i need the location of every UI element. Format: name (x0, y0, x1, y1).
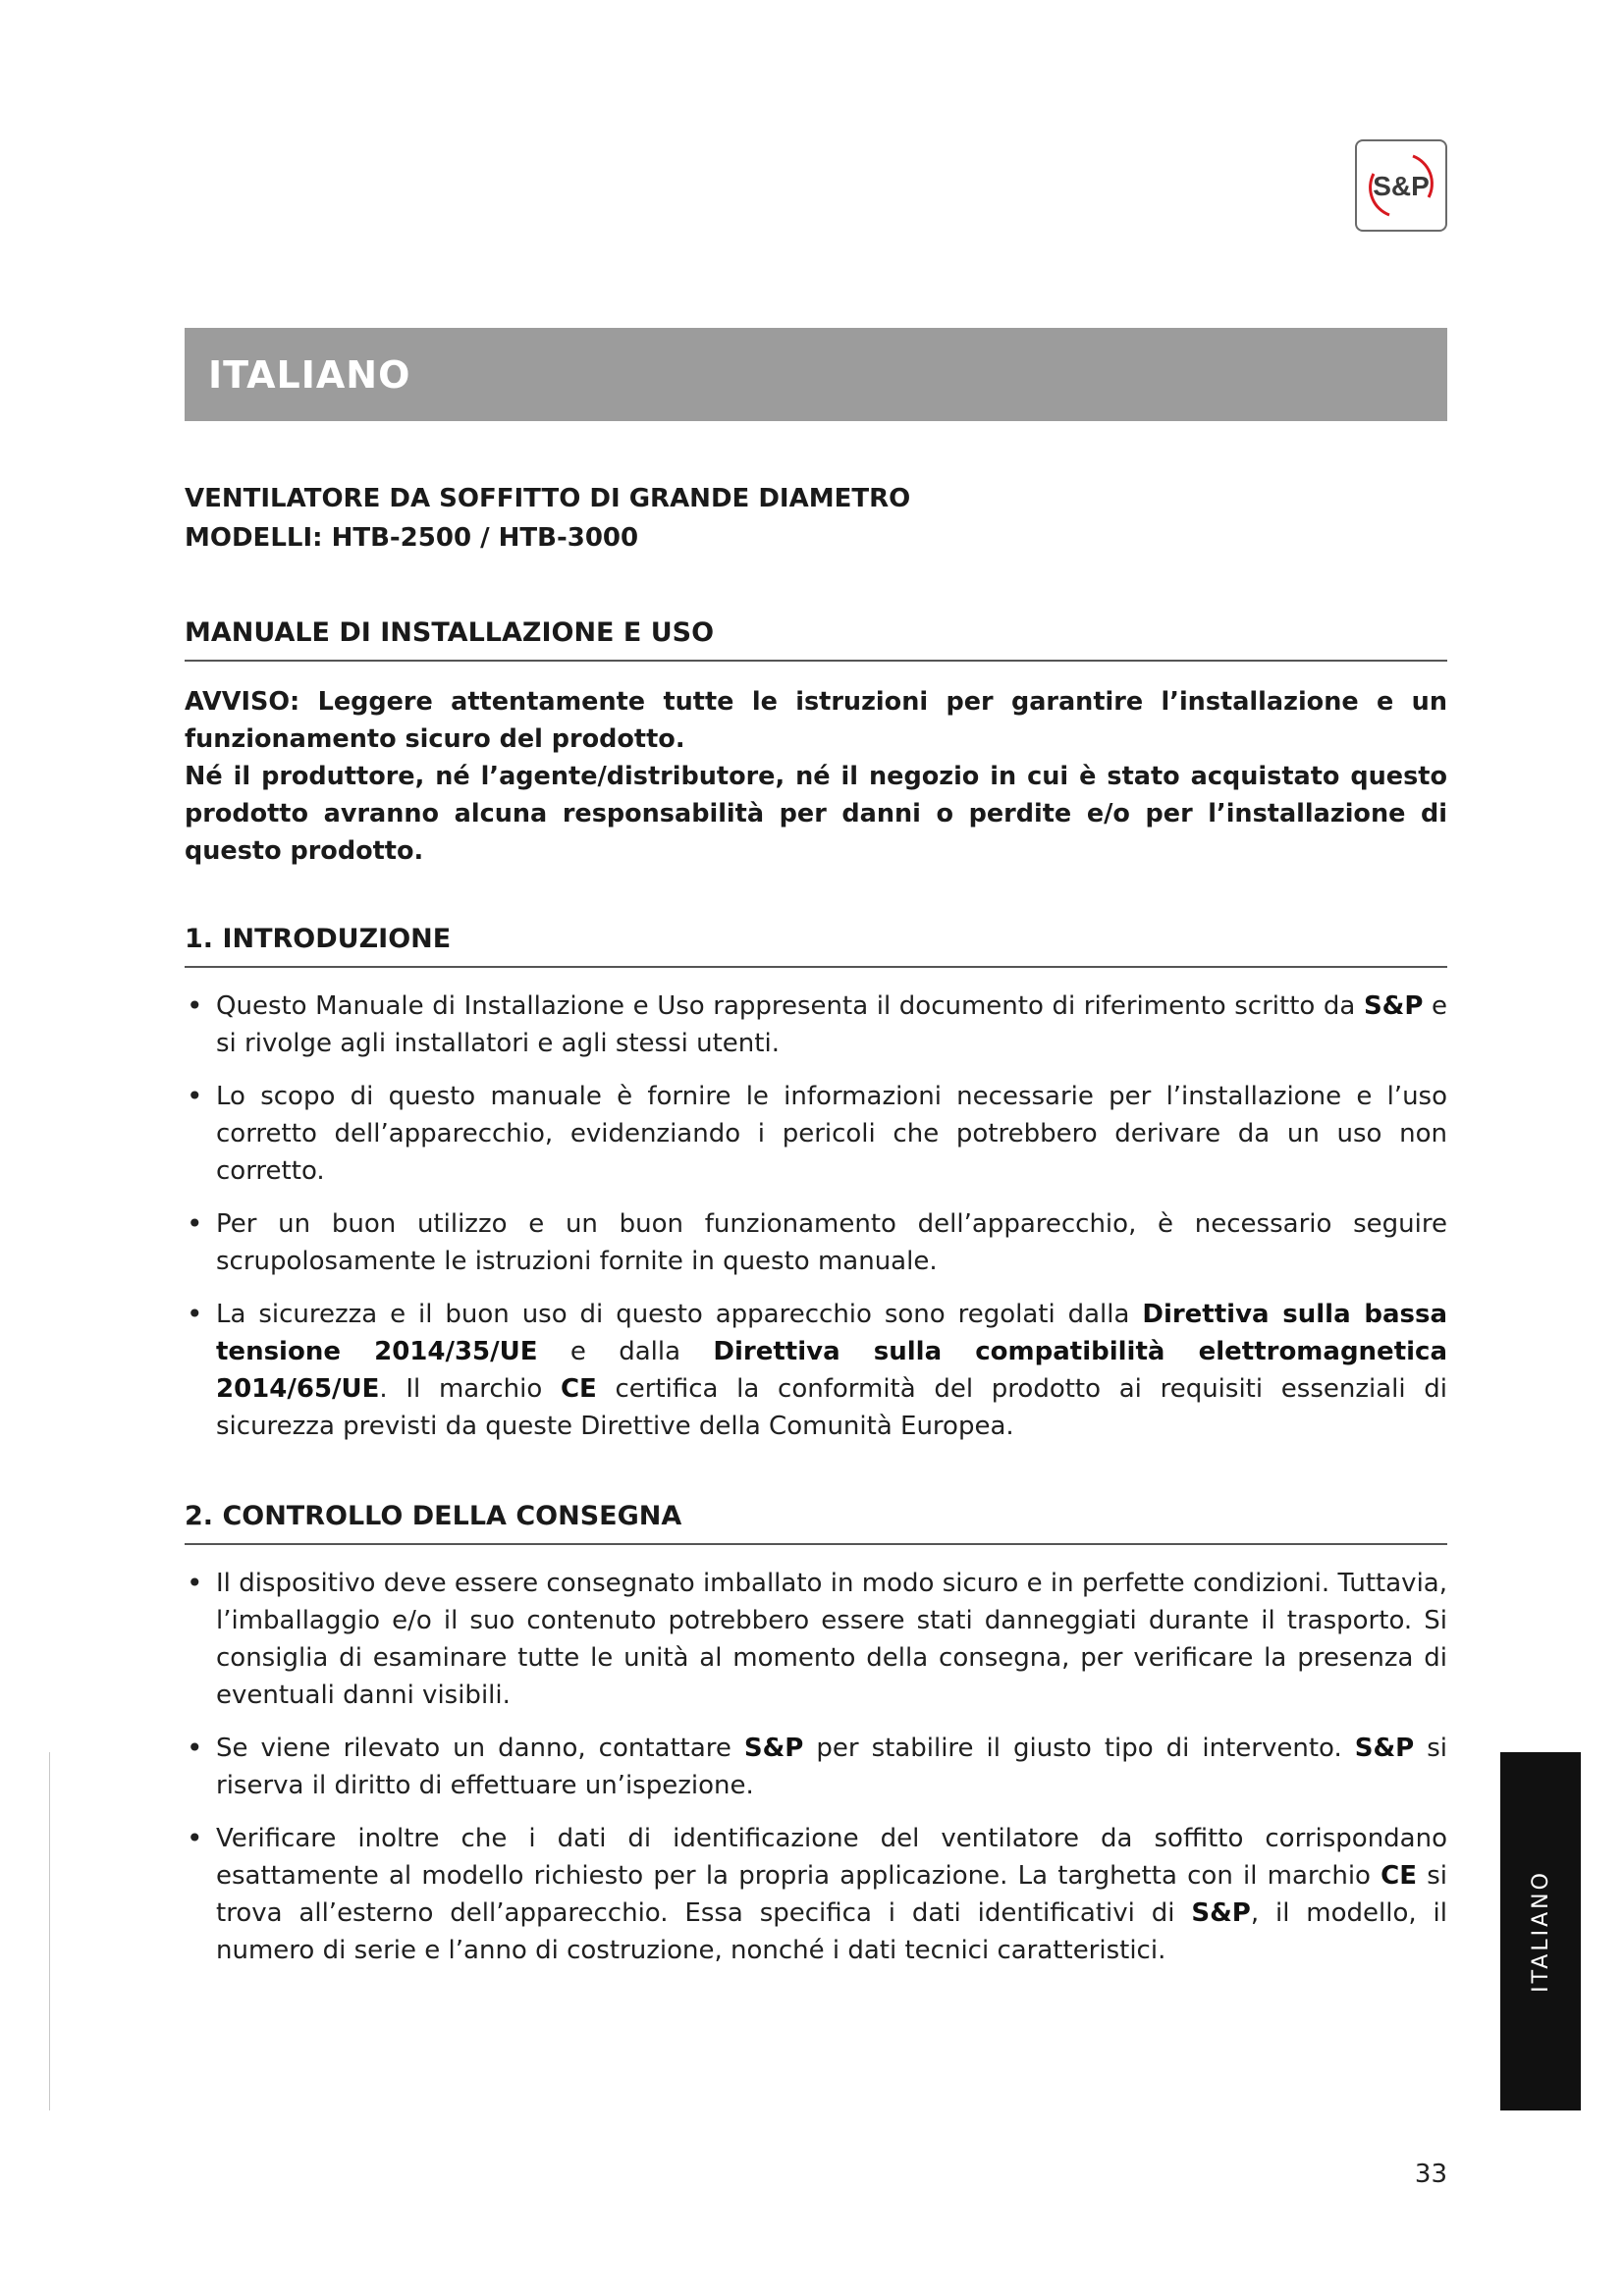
document-title-line2: MODELLI: HTB-2500 / HTB-3000 (185, 523, 639, 553)
document-title-line1: VENTILATORE DA SOFFITTO DI GRANDE DIAMETRO (185, 484, 911, 513)
section-1-heading: 1. INTRODUZIONE (185, 921, 1447, 968)
section-1-list (185, 988, 1447, 1445)
side-language-tab-label: ITALIANO (1528, 1870, 1553, 1993)
list-item: • Il dispositivo deve essere consegnato imballato in modo sicuro e in perfette condizioni. Tuttavia, l’imballaggio e/o il suo contenuto potrebbero essere stati danneggiati durante il trasporto. Si consiglia di esaminare tutte le unità al momento della consegna, per verificare la presenza di eventuali danni visibili. (185, 1565, 1447, 1714)
section-2-list (185, 1565, 1447, 1969)
language-header-bar (185, 328, 1447, 421)
list-item: • Per un buon utilizzo e un buon funzionamento dell’apparecchio, è necessario seguire scrupolosamente le istruzioni fornite in questo manuale. (185, 1205, 1447, 1280)
sp-logo (1355, 139, 1447, 232)
list-item: • Se viene rilevato un danno, contattare S&P per stabilire il giusto tipo di intervento. S&P si riserva il diritto di effettuare un’ispezione. (185, 1730, 1447, 1804)
warning-paragraph-2: Né il produttore, né l’agente/distributore, né il negozio in cui è stato acquistato questo prodotto avranno alcuna responsabilità per danni o perdite e/o per l’installazione di questo prodotto. (185, 762, 1447, 866)
list-item: • La sicurezza e il buon uso di questo apparecchio sono regolati dalla Direttiva sulla bassa tensione 2014/35/UE e dalla Direttiva sulla compatibilità elettromagnetica 2014/65/UE. Il marchio CE certifica la conformità del prodotto ai requisiti essenziali di sicurezza previsti da queste Direttive della Comunità Europea. (185, 1296, 1447, 1445)
document-content (185, 471, 1447, 1985)
sp-logo-mark (1360, 144, 1442, 227)
page-number: 33 (1414, 2160, 1447, 2189)
margin-rule (49, 1752, 50, 2110)
manual-heading: MANUALE DI INSTALLAZIONE E USO (185, 614, 1447, 662)
side-language-tab (1500, 1752, 1581, 2110)
section-2-heading: 2. CONTROLLO DELLA CONSEGNA (185, 1498, 1447, 1545)
language-header-label: ITALIANO (208, 352, 411, 397)
svg-text:S&P: S&P (1373, 171, 1430, 201)
list-item: • Questo Manuale di Installazione e Uso rappresenta il documento di riferimento scritto da S&P e si rivolge agli installatori e agli stessi utenti. (185, 988, 1447, 1062)
list-item: • Verificare inoltre che i dati di identificazione del ventilatore da soffitto corrispondano esattamente al modello richiesto per la propria applicazione. La targhetta con il marchio CE si trova all’esterno dell’apparecchio. Essa specifica i dati identificativi di S&P, il modello, il numero di serie e l’anno di costruzione, nonché i dati tecnici caratteristici. (185, 1820, 1447, 1969)
warning-paragraph-1: AVVISO: Leggere attentamente tutte le istruzioni per garantire l’installazione e un funzionamento sicuro del prodotto. (185, 687, 1447, 754)
list-item: • Lo scopo di questo manuale è fornire le informazioni necessarie per l’installazione e l’uso corretto dell’apparecchio, evidenziando i pericoli che potrebbero derivare da un uso non corretto. (185, 1078, 1447, 1190)
